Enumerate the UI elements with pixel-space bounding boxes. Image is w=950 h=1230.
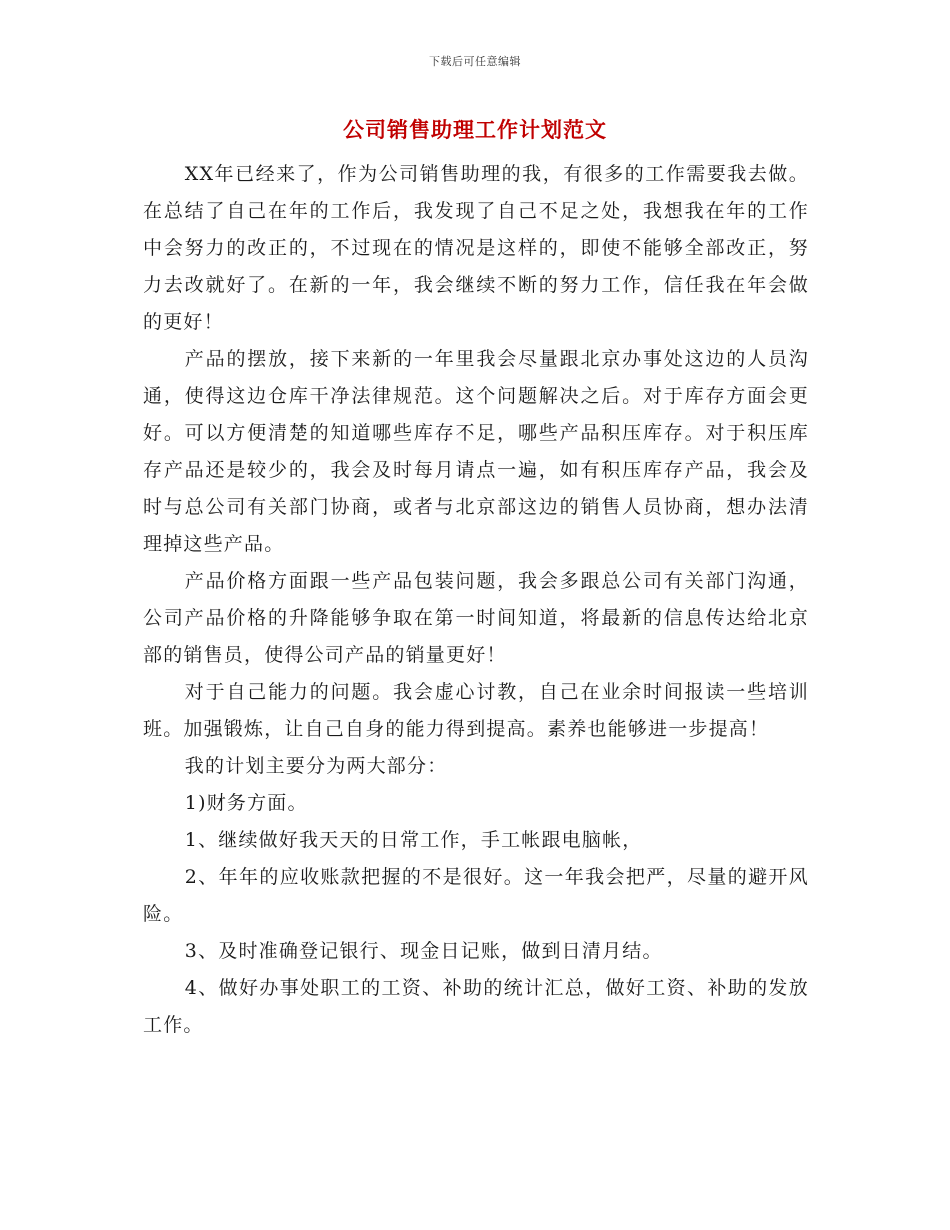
document-body	[143, 156, 809, 1044]
paragraph-finance-heading: 1)财务方面。	[184, 792, 308, 814]
list-item-3: 3、及时准确登记银行、现金日记账，做到日清月结。	[184, 940, 663, 962]
header-note: 下载后可任意编辑	[429, 55, 521, 68]
list-item-1: 1、继续做好我天天的日常工作，手工帐跟电脑帐，	[184, 829, 643, 851]
paragraph-intro: XX年已经来了，作为公司销售助理的我，有很多的工作需要我去做。在总结了自己在年的工作后，我发现了自己不足之处，我想我在年的工作中会努力的改正的，不过现在的情况是这样的，即使不能够全部改正，努力去改就好了。在新的一年，我会继续不断的努力工作，信任我在年会做的更好！	[143, 163, 809, 333]
list-item-4: 4、做好办事处职工的工资、补助的统计汇总，做好工资、补助的发放工作。	[143, 977, 809, 1036]
paragraph-product-placement: 产品的摆放，接下来新的一年里我会尽量跟北京办事处这边的人员沟通，使得这边仓库干净法律规范。这个问题解决之后。对于库存方面会更好。可以方便清楚的知道哪些库存不足，哪些产品积压库存。对于积压库存产品还是较少的，我会及时每月请点一遍，如有积压库存产品，我会及时与总公司有关部门协商，或者与北京部这边的销售人员协商，想办法清理掉这些产品。	[143, 348, 809, 555]
list-item-2: 2、年年的应收账款把握的不是很好。这一年我会把严，尽量的避开风险。	[143, 866, 809, 925]
document-title: 公司销售助理工作计划范文	[343, 118, 607, 142]
paragraph-plan-intro: 我的计划主要分为两大部分：	[184, 755, 448, 777]
paragraph-product-price: 产品价格方面跟一些产品包装问题，我会多跟总公司有关部门沟通，公司产品价格的升降能够争取在第一时间知道，将最新的信息传达给北京部的销售员，使得公司产品的销量更好！	[143, 570, 809, 666]
paragraph-ability: 对于自己能力的问题。我会虚心讨教，自己在业余时间报读一些培训班。加强锻炼，让自己自身的能力得到提高。素养也能够进一步提高！	[143, 681, 809, 740]
